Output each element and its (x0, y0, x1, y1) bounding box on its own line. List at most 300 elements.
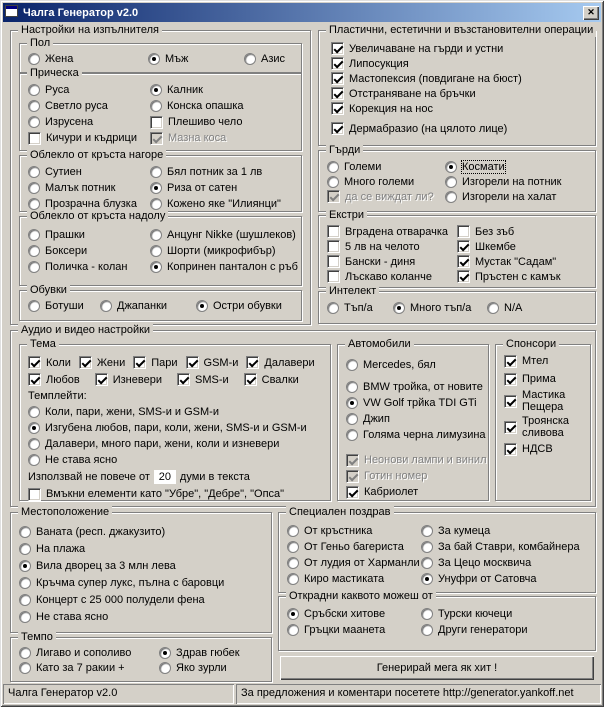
checkbox-option[interactable] (331, 101, 589, 116)
radio-option[interactable] (28, 51, 148, 67)
radio-option[interactable] (393, 300, 487, 316)
checkbox-option (150, 130, 295, 146)
location-options (11, 513, 271, 625)
option-label: Светло руса (45, 100, 108, 112)
group-hairstyle (19, 67, 302, 151)
radio-icon (421, 573, 433, 585)
radio-option[interactable] (150, 164, 295, 180)
greeting-options (279, 513, 595, 587)
option-label: Други генератори (438, 624, 528, 636)
radio-option[interactable] (19, 523, 265, 540)
option-label: За Цецо москвича (438, 557, 532, 569)
option-label: Концерт с 25 000 полудели фена (36, 593, 205, 606)
option-label: 5 лв на челото (345, 240, 420, 253)
radio-option[interactable] (28, 298, 100, 314)
word-limit-row (28, 468, 322, 485)
checkbox-option[interactable] (177, 372, 229, 388)
option-label: Вградена отварачка (345, 225, 449, 238)
option-label: Далавери, много пари, жени, коли и изневери (45, 438, 280, 450)
radio-icon (150, 261, 162, 273)
radio-option[interactable] (445, 189, 589, 204)
group-cars (337, 338, 489, 501)
checkbox-option[interactable] (150, 114, 295, 130)
checkbox-icon (177, 373, 190, 386)
checkbox-icon (327, 255, 340, 268)
option-label: От кръстника (304, 525, 373, 537)
radio-icon (28, 84, 40, 96)
radio-icon (28, 438, 40, 450)
checkbox-icon (504, 355, 517, 368)
theme-topics-row2 (28, 371, 322, 388)
radio-icon (28, 116, 40, 128)
radio-option[interactable] (19, 608, 265, 625)
checkbox-option[interactable] (327, 269, 457, 284)
breasts-options (319, 151, 595, 204)
radio-option[interactable] (421, 523, 589, 539)
checkbox-icon (186, 356, 199, 369)
gender-options (20, 44, 301, 67)
radio-icon (445, 191, 457, 203)
option-label: Вила дворец за 3 млн лева (36, 559, 176, 572)
app-icon (5, 4, 19, 21)
group-audio-video (10, 324, 596, 507)
group-performer-settings (10, 24, 311, 325)
checkbox-icon (28, 356, 41, 369)
option-label: Мтел (522, 355, 549, 367)
group-operations (318, 24, 596, 146)
radio-option[interactable] (346, 395, 487, 411)
radio-option[interactable] (150, 196, 295, 212)
radio-icon (327, 176, 339, 188)
checkbox-option[interactable] (244, 372, 299, 388)
group-shoes (19, 284, 302, 321)
option-label: Неонови лампи и винил (364, 454, 487, 466)
option-label: VW Golf трйка TDI GTi (363, 397, 477, 409)
checkbox-option[interactable] (457, 239, 589, 254)
option-label: Кичури и къдрици (46, 132, 137, 144)
radio-option[interactable] (327, 300, 393, 316)
option-label: Космати (462, 160, 505, 173)
checkbox-icon (79, 356, 92, 369)
titlebar (3, 3, 601, 22)
checkbox-option[interactable] (331, 41, 589, 56)
theme-topics-row1 (28, 354, 322, 371)
option-label: Кабриолет (364, 486, 419, 498)
option-label: Любов (46, 373, 80, 386)
group-title: Обувки (27, 284, 70, 297)
checkbox-icon (331, 57, 344, 70)
radio-option[interactable] (287, 555, 421, 571)
option-label: От Геньо багериста (304, 541, 404, 553)
radio-option[interactable] (100, 298, 196, 314)
option-label: От лудия от Харманли (304, 557, 420, 569)
radio-option[interactable] (148, 51, 244, 67)
checkbox-option[interactable] (186, 355, 239, 371)
checkbox-icon (327, 240, 340, 253)
group-title: Облекло от кръста нагоре (27, 149, 166, 162)
checkbox-icon (244, 373, 257, 386)
checkbox-icon (504, 373, 517, 386)
option-label: Увеличаване на гърди и устни (349, 42, 504, 55)
radio-option[interactable] (346, 427, 487, 443)
hairstyle-options (20, 74, 301, 146)
option-label: Бял потник за 1 лв (167, 166, 263, 178)
group-intellect (318, 285, 596, 324)
radio-option[interactable] (28, 180, 150, 196)
option-label: За бай Ставри, комбайнера (438, 541, 580, 553)
option-label: Руса (45, 84, 70, 96)
checkbox-icon (346, 486, 359, 499)
option-label: Жени (96, 356, 126, 369)
radio-icon (19, 577, 31, 589)
option-label: Шорти (микрофибър) (167, 245, 276, 257)
option-label: Свалки (261, 373, 299, 386)
checkbox-option[interactable] (133, 355, 177, 371)
radio-option[interactable] (287, 622, 421, 638)
radio-option[interactable] (150, 98, 295, 114)
radio-icon (287, 608, 299, 620)
radio-icon (327, 302, 339, 314)
radio-icon (19, 611, 31, 623)
checkbox-option[interactable] (331, 56, 589, 71)
radio-option[interactable] (28, 243, 150, 259)
option-label: Киро мастиката (304, 573, 385, 585)
radio-icon (28, 406, 40, 418)
checkbox-option[interactable] (331, 86, 589, 101)
group-title: Пластични, естетични и възстановителни операции (326, 24, 596, 37)
option-label: Боксери (45, 245, 88, 257)
cars-options (338, 345, 488, 500)
checkbox-icon (331, 87, 344, 100)
option-label: Коли (46, 356, 71, 369)
radio-icon (100, 300, 112, 312)
checkbox-icon (150, 116, 163, 129)
radio-icon (287, 557, 299, 569)
group-clothing-lower (19, 210, 302, 286)
radio-option[interactable] (28, 404, 322, 420)
radio-option[interactable] (327, 174, 445, 189)
option-label: Отстраняване на бръчки (349, 87, 476, 100)
option-label: Пръстен с камък (475, 270, 561, 283)
checkbox-icon (28, 373, 41, 386)
checkbox-icon (331, 122, 344, 135)
radio-option[interactable] (327, 159, 445, 174)
checkbox-option[interactable] (95, 372, 162, 388)
option-label: Кожено яке "Илиянци" (167, 198, 281, 210)
option-label: Липосукция (349, 57, 409, 70)
option-label: Лигаво и сополиво (36, 646, 132, 659)
radio-icon (196, 300, 208, 312)
radio-option[interactable] (287, 539, 421, 555)
option-label: Далавери (264, 356, 315, 369)
radio-icon (28, 166, 40, 178)
checkbox-icon (504, 395, 517, 408)
checkbox-icon (457, 255, 470, 268)
option-label: Мастопексия (повдигане на бюст) (349, 72, 522, 85)
option-label: Изгорели на халат (462, 190, 557, 203)
radio-option[interactable] (421, 571, 589, 587)
checkbox-option[interactable] (504, 371, 584, 387)
checkbox-option[interactable] (457, 269, 589, 284)
option-label: да се виждат ли? (345, 190, 434, 203)
option-label: Турски кючеци (438, 608, 513, 620)
checkbox-option[interactable] (327, 239, 457, 254)
option-label: Мустак "Садам" (475, 255, 557, 268)
group-title: Специален поздрав (286, 506, 394, 519)
checkbox-icon (95, 373, 108, 386)
statusbar-left: Чалга Генератор v2.0 (3, 684, 234, 704)
close-button[interactable] (583, 6, 599, 20)
option-label: Не става ясно (36, 610, 109, 623)
checkbox-icon (457, 270, 470, 283)
generate-button[interactable]: Генерирай мега як хит ! (280, 656, 594, 680)
option-label: Лъскаво коланче (345, 270, 432, 283)
option-label: Изгорели на потник (462, 175, 562, 188)
radio-icon (150, 245, 162, 257)
option-label: Коли, пари, жени, SMS-и и GSM-и (45, 406, 219, 418)
radio-option[interactable] (287, 523, 421, 539)
radio-icon (421, 541, 433, 553)
group-title: Спонсори (503, 338, 559, 351)
checkbox-option[interactable] (504, 441, 584, 457)
group-title: Облекло от кръста надолу (27, 210, 168, 223)
option-label: Плешиво чело (168, 116, 243, 128)
option-label: Прашки (45, 229, 85, 241)
radio-icon (19, 560, 31, 572)
checkbox-icon (457, 225, 470, 238)
checkbox-icon (327, 270, 340, 283)
group-special-greeting (278, 506, 596, 593)
checkbox-option[interactable] (327, 224, 457, 239)
radio-icon (346, 381, 358, 393)
group-sponsors (495, 338, 591, 501)
radio-option[interactable] (346, 379, 487, 395)
radio-icon (19, 662, 31, 674)
radio-option[interactable] (445, 159, 589, 174)
group-breasts (318, 144, 596, 212)
option-label: Пари (151, 356, 178, 369)
option-label: Копринен панталон с ръб (167, 261, 298, 273)
checkbox-icon (504, 443, 517, 456)
option-label: Малък потник (45, 182, 116, 194)
radio-option[interactable] (421, 539, 589, 555)
radio-option[interactable] (28, 436, 322, 452)
radio-icon (28, 229, 40, 241)
option-label: BMW тройка, от новите (363, 381, 483, 393)
radio-option[interactable] (28, 227, 150, 243)
radio-icon (148, 53, 160, 65)
option-label: Много големи (344, 175, 415, 188)
group-title: Прическа (27, 67, 82, 80)
radio-option[interactable] (159, 660, 265, 675)
radio-option[interactable] (19, 645, 159, 660)
option-label: Анцунг Nikke (шушлеков) (167, 229, 296, 241)
checkbox-option[interactable] (327, 254, 457, 269)
radio-icon (28, 454, 40, 466)
checkbox-option[interactable] (28, 372, 80, 388)
option-label: Яко зурли (176, 661, 227, 674)
group-tempo (10, 631, 272, 682)
checkbox-option[interactable] (28, 130, 150, 146)
option-label: Като за 7 ракии + (36, 661, 125, 674)
checkbox-icon (346, 454, 359, 467)
option-label: Сутиен (45, 166, 82, 178)
radio-icon (19, 526, 31, 538)
radio-option[interactable] (487, 300, 589, 316)
group-title: Местоположение (18, 506, 112, 519)
group-title: Интелект (326, 285, 379, 298)
radio-icon (19, 594, 31, 606)
checkbox-option[interactable] (28, 355, 71, 371)
checkbox-icon (331, 102, 344, 115)
option-label: Големи (344, 160, 382, 173)
group-title: Гърди (326, 144, 363, 157)
checkbox-option[interactable] (28, 486, 322, 502)
option-label: Джип (363, 413, 390, 425)
option-label: Дермабразио (на цялото лице) (349, 122, 508, 135)
templates-label: Темплейти: (28, 390, 87, 402)
extras-options (319, 216, 595, 284)
radio-option[interactable] (19, 660, 159, 675)
radio-icon (346, 429, 358, 441)
sponsors-options (496, 345, 590, 457)
option-label: Ботуши (45, 300, 84, 312)
radio-option[interactable] (28, 452, 322, 468)
checkbox-icon (133, 356, 146, 369)
checkbox-option[interactable] (504, 415, 584, 439)
radio-icon (150, 198, 162, 210)
radio-option[interactable] (150, 259, 298, 275)
checkbox-icon (331, 42, 344, 55)
radio-icon (327, 161, 339, 173)
radio-icon (287, 624, 299, 636)
radio-option[interactable] (19, 557, 265, 574)
checkbox-option (346, 452, 487, 468)
insert-elements-option (28, 485, 322, 502)
option-label: Голяма черна лимузина (363, 429, 486, 441)
checkbox-option[interactable] (331, 121, 589, 136)
checkbox-option[interactable] (79, 355, 125, 371)
checkbox-option[interactable] (504, 353, 584, 369)
radio-icon (287, 525, 299, 537)
radio-option[interactable] (28, 98, 150, 114)
option-label: Мъж (165, 53, 189, 65)
radio-option[interactable] (244, 51, 295, 67)
checkbox-option[interactable] (331, 71, 589, 86)
group-title: Пол (27, 37, 53, 50)
radio-option[interactable] (150, 180, 295, 196)
group-title: Тема (27, 338, 59, 351)
radio-option[interactable] (159, 645, 265, 660)
option-label: GSM-и (203, 356, 239, 369)
radio-icon (421, 624, 433, 636)
radio-option[interactable] (28, 420, 322, 436)
option-label: N/A (504, 302, 523, 314)
group-title: Екстри (326, 209, 367, 222)
radio-option[interactable] (19, 540, 265, 557)
radio-option[interactable] (346, 411, 487, 427)
option-label: Мазна коса (168, 132, 227, 144)
radio-option[interactable] (150, 82, 295, 98)
radio-icon (28, 53, 40, 65)
checkbox-icon (327, 190, 340, 203)
radio-icon (159, 662, 171, 674)
option-label: Ваната (респ. джакузито) (36, 525, 166, 538)
radio-icon (421, 608, 433, 620)
option-label: НДСВ (522, 443, 553, 455)
radio-option[interactable] (28, 82, 150, 98)
radio-option[interactable] (28, 259, 150, 275)
option-label: Корекция на нос (349, 102, 433, 115)
radio-icon (19, 647, 31, 659)
checkbox-option[interactable] (457, 224, 589, 239)
checkbox-option[interactable] (346, 484, 487, 500)
word-limit-input[interactable] (154, 470, 176, 484)
option-label: Поличка - колан (45, 261, 128, 273)
checkbox-icon (150, 132, 163, 145)
option-label: Кръчма супер лукс, пълна с баровци (36, 576, 225, 589)
close-icon: ✕ (587, 7, 595, 17)
radio-option[interactable] (150, 243, 298, 259)
radio-icon (346, 397, 358, 409)
group-title: Темпо (18, 631, 56, 644)
radio-option[interactable] (28, 164, 150, 180)
radio-icon (287, 541, 299, 553)
radio-option[interactable] (346, 357, 487, 373)
checkbox-option[interactable] (457, 254, 589, 269)
statusbar (3, 684, 601, 704)
radio-icon (28, 422, 40, 434)
radio-icon (159, 647, 171, 659)
operations-options (319, 31, 595, 136)
option-label: На плажа (36, 542, 86, 555)
option-label: Прима (522, 373, 556, 385)
radio-option[interactable] (445, 174, 589, 189)
radio-option[interactable] (19, 574, 265, 591)
option-label: Готин номер (364, 470, 428, 482)
radio-option[interactable] (421, 555, 589, 571)
checkbox-icon (331, 72, 344, 85)
window-title: Чалга Генератор v2.0 (23, 6, 139, 19)
radio-icon (28, 300, 40, 312)
option-label: Мастика Пещера (522, 389, 566, 413)
radio-option[interactable] (196, 298, 295, 314)
radio-option[interactable] (150, 227, 298, 243)
checkbox-icon (327, 225, 340, 238)
checkbox-option[interactable] (246, 355, 314, 371)
radio-icon (150, 84, 162, 96)
option-label: Конска опашка (167, 100, 244, 112)
radio-option[interactable] (421, 606, 589, 622)
group-steal-from (278, 590, 596, 651)
option-label: Гръцки маанета (304, 624, 386, 636)
option-label: Без зъб (475, 225, 515, 238)
radio-icon (150, 100, 162, 112)
radio-option[interactable] (421, 622, 589, 638)
checkbox-option[interactable] (504, 389, 584, 413)
radio-icon (19, 543, 31, 555)
option-label: Риза от сатен (167, 182, 238, 194)
radio-icon (150, 182, 162, 194)
radio-option[interactable] (19, 591, 265, 608)
group-location (10, 506, 272, 633)
option-label: Остри обувки (213, 300, 282, 312)
radio-option[interactable] (28, 114, 150, 130)
radio-option[interactable] (287, 606, 421, 622)
radio-icon (244, 53, 256, 65)
option-label: Сръбски хитове (304, 608, 386, 620)
radio-option[interactable] (287, 571, 421, 587)
